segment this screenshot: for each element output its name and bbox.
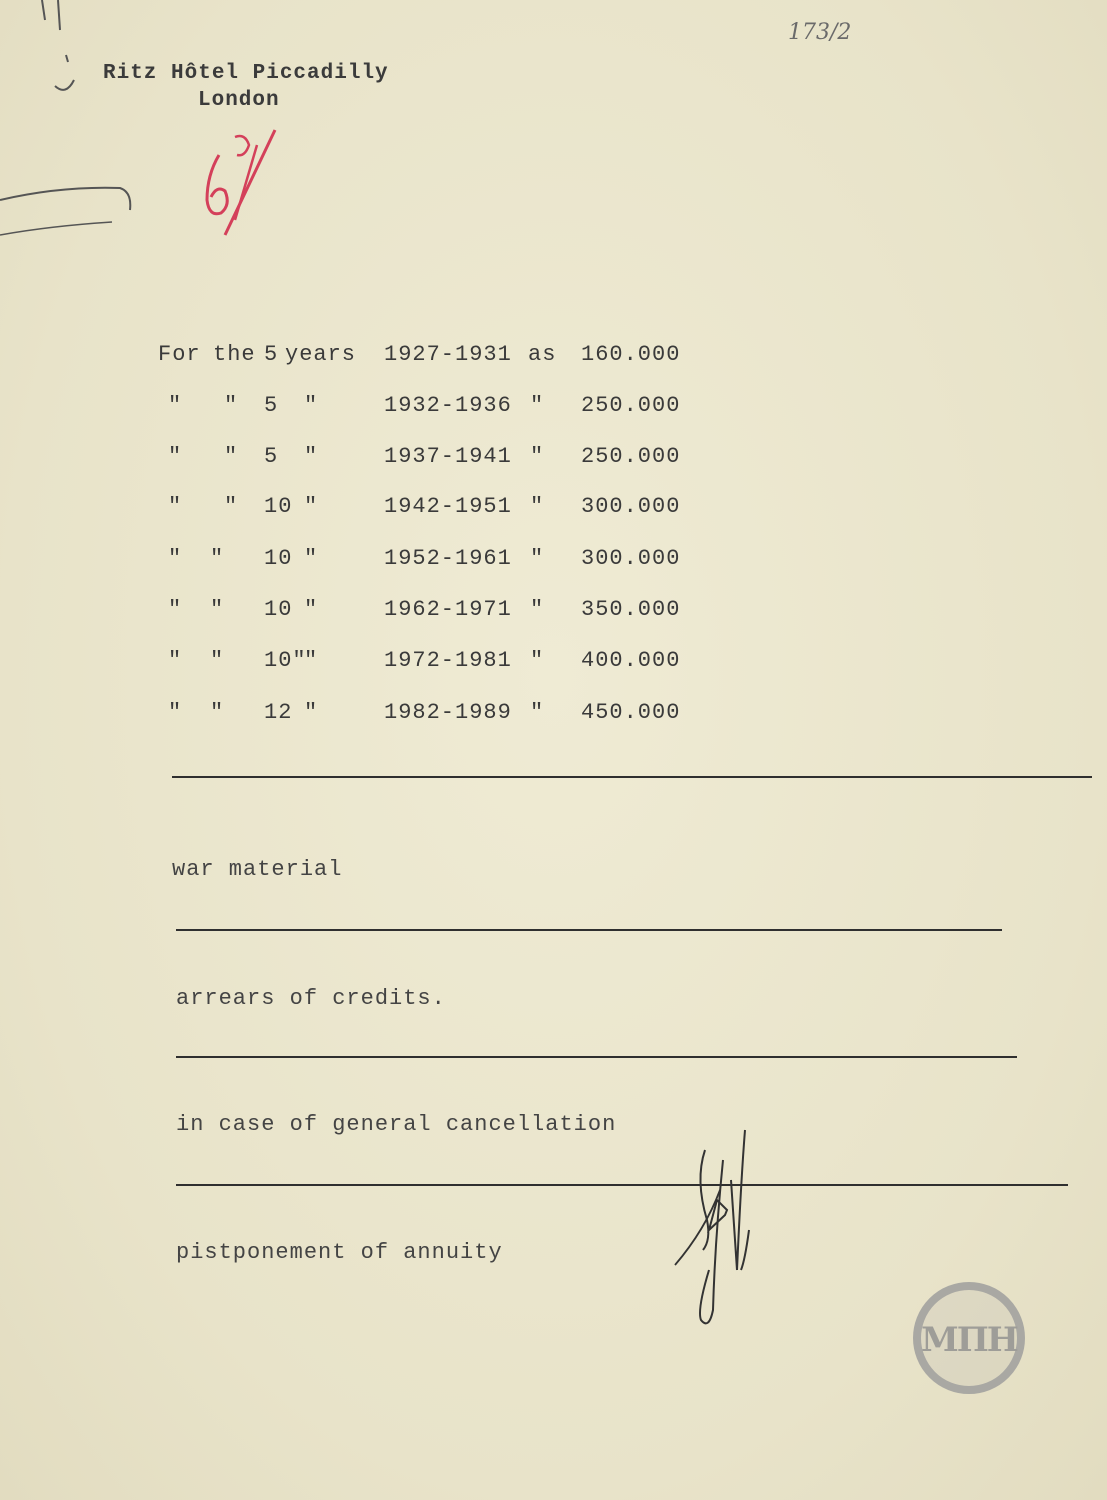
schedule-cell-years: 10 xyxy=(264,597,293,622)
hotel-city: London xyxy=(198,89,280,112)
schedule-cell-c2: " xyxy=(210,597,225,622)
hotel-name: Ritz Hôtel Piccadilly xyxy=(103,62,389,85)
schedule-cell-amount: 300.000 xyxy=(581,494,681,519)
schedule-cell-c2: " xyxy=(210,546,225,571)
schedule-cell-years: 10" xyxy=(264,648,307,673)
schedule-cell-c1: " xyxy=(168,444,183,469)
schedule-cell-unit: " xyxy=(304,494,319,519)
schedule-cell-sep: " xyxy=(530,444,545,469)
schedule-cell-period: 1952-1961 xyxy=(384,546,512,571)
schedule-cell-c2: " xyxy=(224,494,239,519)
schedule-cell-c2: the xyxy=(213,342,256,367)
section-cancellation: in case of general cancellation xyxy=(176,1112,617,1137)
schedule-cell-unit: " xyxy=(304,648,319,673)
divider-line xyxy=(176,1184,1068,1186)
divider-line xyxy=(176,1056,1017,1058)
schedule-cell-c1: " xyxy=(168,700,183,725)
schedule-cell-period: 1972-1981 xyxy=(384,648,512,673)
schedule-cell-years: 12 xyxy=(264,700,293,725)
schedule-cell-period: 1982-1989 xyxy=(384,700,512,725)
schedule-cell-years: 5 xyxy=(264,444,279,469)
schedule-cell-period: 1932-1936 xyxy=(384,393,512,418)
schedule-cell-amount: 300.000 xyxy=(581,546,681,571)
schedule-cell-years: 10 xyxy=(264,494,293,519)
stamp-lettering: ΜΠΗ xyxy=(921,1320,1017,1360)
schedule-cell-period: 1937-1941 xyxy=(384,444,512,469)
schedule-cell-sep: " xyxy=(530,648,545,673)
schedule-cell-sep: " xyxy=(530,546,545,571)
schedule-cell-amount: 400.000 xyxy=(581,648,681,673)
schedule-cell-period: 1927-1931 xyxy=(384,342,512,367)
schedule-cell-years: 5 xyxy=(264,342,279,367)
pencil-marks xyxy=(0,0,160,240)
schedule-cell-amount: 350.000 xyxy=(581,597,681,622)
schedule-cell-years: 10 xyxy=(264,546,293,571)
divider-line xyxy=(172,776,1092,778)
schedule-cell-sep: " xyxy=(530,700,545,725)
signature xyxy=(665,1120,775,1330)
schedule-cell-c1: " xyxy=(168,546,183,571)
schedule-cell-c1: " xyxy=(168,648,183,673)
schedule-cell-c2: " xyxy=(210,648,225,673)
divider-line xyxy=(176,929,1002,931)
schedule-cell-amount: 250.000 xyxy=(581,393,681,418)
schedule-cell-c2: " xyxy=(224,393,239,418)
schedule-cell-c1: " xyxy=(168,393,183,418)
folio-number: 173/2 xyxy=(788,20,852,45)
schedule-cell-c1: " xyxy=(168,494,183,519)
schedule-cell-amount: 160.000 xyxy=(581,342,681,367)
schedule-cell-unit: " xyxy=(304,700,319,725)
schedule-cell-c2: " xyxy=(224,444,239,469)
schedule-cell-unit: " xyxy=(304,444,319,469)
schedule-cell-amount: 450.000 xyxy=(581,700,681,725)
archive-stamp xyxy=(913,1282,1025,1394)
schedule-cell-sep: as xyxy=(528,342,557,367)
section-postponement: pistponement of annuity xyxy=(176,1240,503,1265)
schedule-cell-c1: " xyxy=(168,597,183,622)
schedule-cell-sep: " xyxy=(530,494,545,519)
schedule-cell-c1: For xyxy=(158,342,201,367)
schedule-cell-sep: " xyxy=(530,597,545,622)
schedule-cell-unit: " xyxy=(304,393,319,418)
schedule-cell-period: 1942-1951 xyxy=(384,494,512,519)
section-war-material: war material xyxy=(172,857,343,882)
schedule-cell-years: 5 xyxy=(264,393,279,418)
schedule-cell-period: 1962-1971 xyxy=(384,597,512,622)
schedule-cell-c2: " xyxy=(210,700,225,725)
schedule-cell-unit: years xyxy=(285,342,357,367)
red-handwritten-mark xyxy=(195,125,285,240)
schedule-cell-unit: " xyxy=(304,546,319,571)
schedule-cell-amount: 250.000 xyxy=(581,444,681,469)
schedule-cell-sep: " xyxy=(530,393,545,418)
section-arrears: arrears of credits. xyxy=(176,986,446,1011)
schedule-cell-unit: " xyxy=(304,597,319,622)
